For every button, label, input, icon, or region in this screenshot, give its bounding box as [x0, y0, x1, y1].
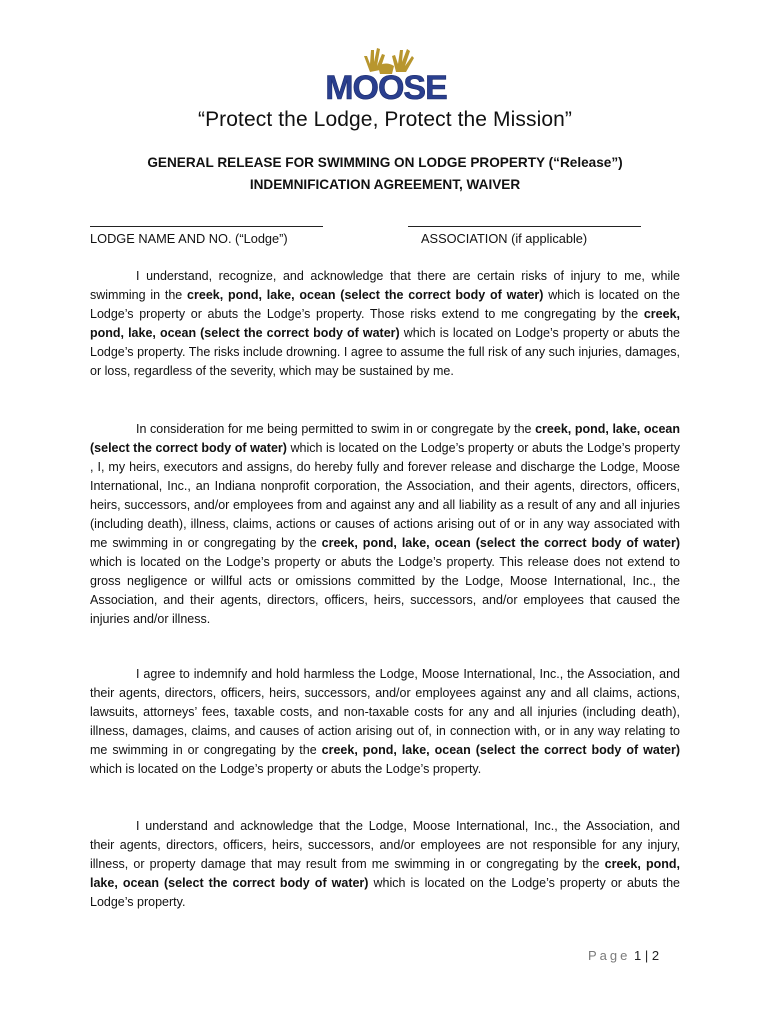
motto: “Protect the Lodge, Protect the Mission”	[197, 108, 572, 131]
page-footer	[588, 948, 659, 963]
page-number: 1 | 2	[634, 948, 660, 963]
moose-antlers-logo-icon	[320, 44, 452, 104]
document-title: GENERAL RELEASE FOR SWIMMING ON LODGE PROPERTY (“Release”)	[147, 155, 623, 170]
lodge-name-line	[90, 226, 323, 227]
water-body-text: creek, pond, lake, ocean (select the correct body of water)	[187, 288, 544, 302]
water-body-text: creek, pond, lake, ocean (select the correct body of water)	[321, 536, 680, 550]
water-body-text: creek, pond, lake, ocean (select the correct body of water)	[90, 422, 680, 455]
water-body-text: creek, pond, lake, ocean (select the correct body of water)	[90, 857, 680, 890]
logo-text: MOOSE	[325, 69, 447, 104]
paragraph-acknowledge: I understand and acknowledge that the Lodge, Moose International, Inc., the Association, and their agents, directors, officers, heirs, successors, and/or employees are not responsible for any injury, illness, or property damage that may result from me swimming in or congregating by the creek, pond, lake, ocean (select the correct body of water) which is located on the Lodge’s property or abuts the Lodge’s property.	[90, 819, 680, 909]
association-line	[408, 226, 641, 227]
water-body-text: creek, pond, lake, ocean (select the correct body of water)	[90, 307, 680, 340]
document-subtitle: INDEMNIFICATION AGREEMENT, WAIVER	[249, 177, 521, 192]
moose-logo	[320, 44, 452, 104]
association-label: ASSOCIATION (if applicable)	[421, 231, 588, 246]
paragraph-release: In consideration for me being permitted to swim in or congregate by the creek, pond, lake, ocean (select the correct body of water) which is located on the Lodge’s property or abuts the Lodge’s property , I, my heirs, executors and assigns, do hereby fully and forever release and discharge the Lodge, Moose International, Inc., an Indiana nonprofit corporation, the Association, and their agents, directors, officers, heirs, successors, and/or employees from and against any and all liability as a result of any and all injuries (including death), illness, claims, actions or causes of actions arising out of or in any way associated with me swimming in or congregating by the creek, pond, lake, ocean (select the correct body of water) which is located on the Lodge’s property or abuts the Lodge’s property. This release does not extend to gross negligence or willful acts or omissions committed by the Lodge, Moose International, Inc., the Association, and their agents, directors, officers, heirs, successors, and/or employees that caused the injuries and/or illness.	[90, 422, 680, 626]
page-word: Page	[588, 948, 631, 963]
paragraph-indemnify: I agree to indemnify and hold harmless the Lodge, Moose International, Inc., the Association, and their agents, directors, officers, heirs, successors, and/or employees against any and all claims, actions, lawsuits, attorneys’ fees, taxable costs, and non-taxable costs for any and all injuries (including death), illness, damages, claims, and causes of action arising out of, in connection with, or in any way relating to me swimming in or congregating by the creek, pond, lake, ocean (select the correct body of water) which is located on the Lodge’s property or abuts the Lodge’s property.	[90, 667, 680, 776]
paragraph-risks: I understand, recognize, and acknowledge that there are certain risks of injury to me, while swimming in the creek, pond, lake, ocean (select the correct body of water) which is located on the Lodge’s property or abuts the Lodge’s property. Those risks extend to me congregating by the creek, pond, lake, ocean (select the correct body of water) which is located on Lodge’s property or abuts the Lodge’s property. The risks include drowning. I agree to assume the full risk of any such injuries, damages, or loss, regardless of the severity, which may be sustained by me.	[90, 269, 680, 378]
water-body-text: creek, pond, lake, ocean (select the correct body of water)	[321, 743, 680, 757]
lodge-name-label: LODGE NAME AND NO. (“Lodge”)	[90, 231, 288, 246]
